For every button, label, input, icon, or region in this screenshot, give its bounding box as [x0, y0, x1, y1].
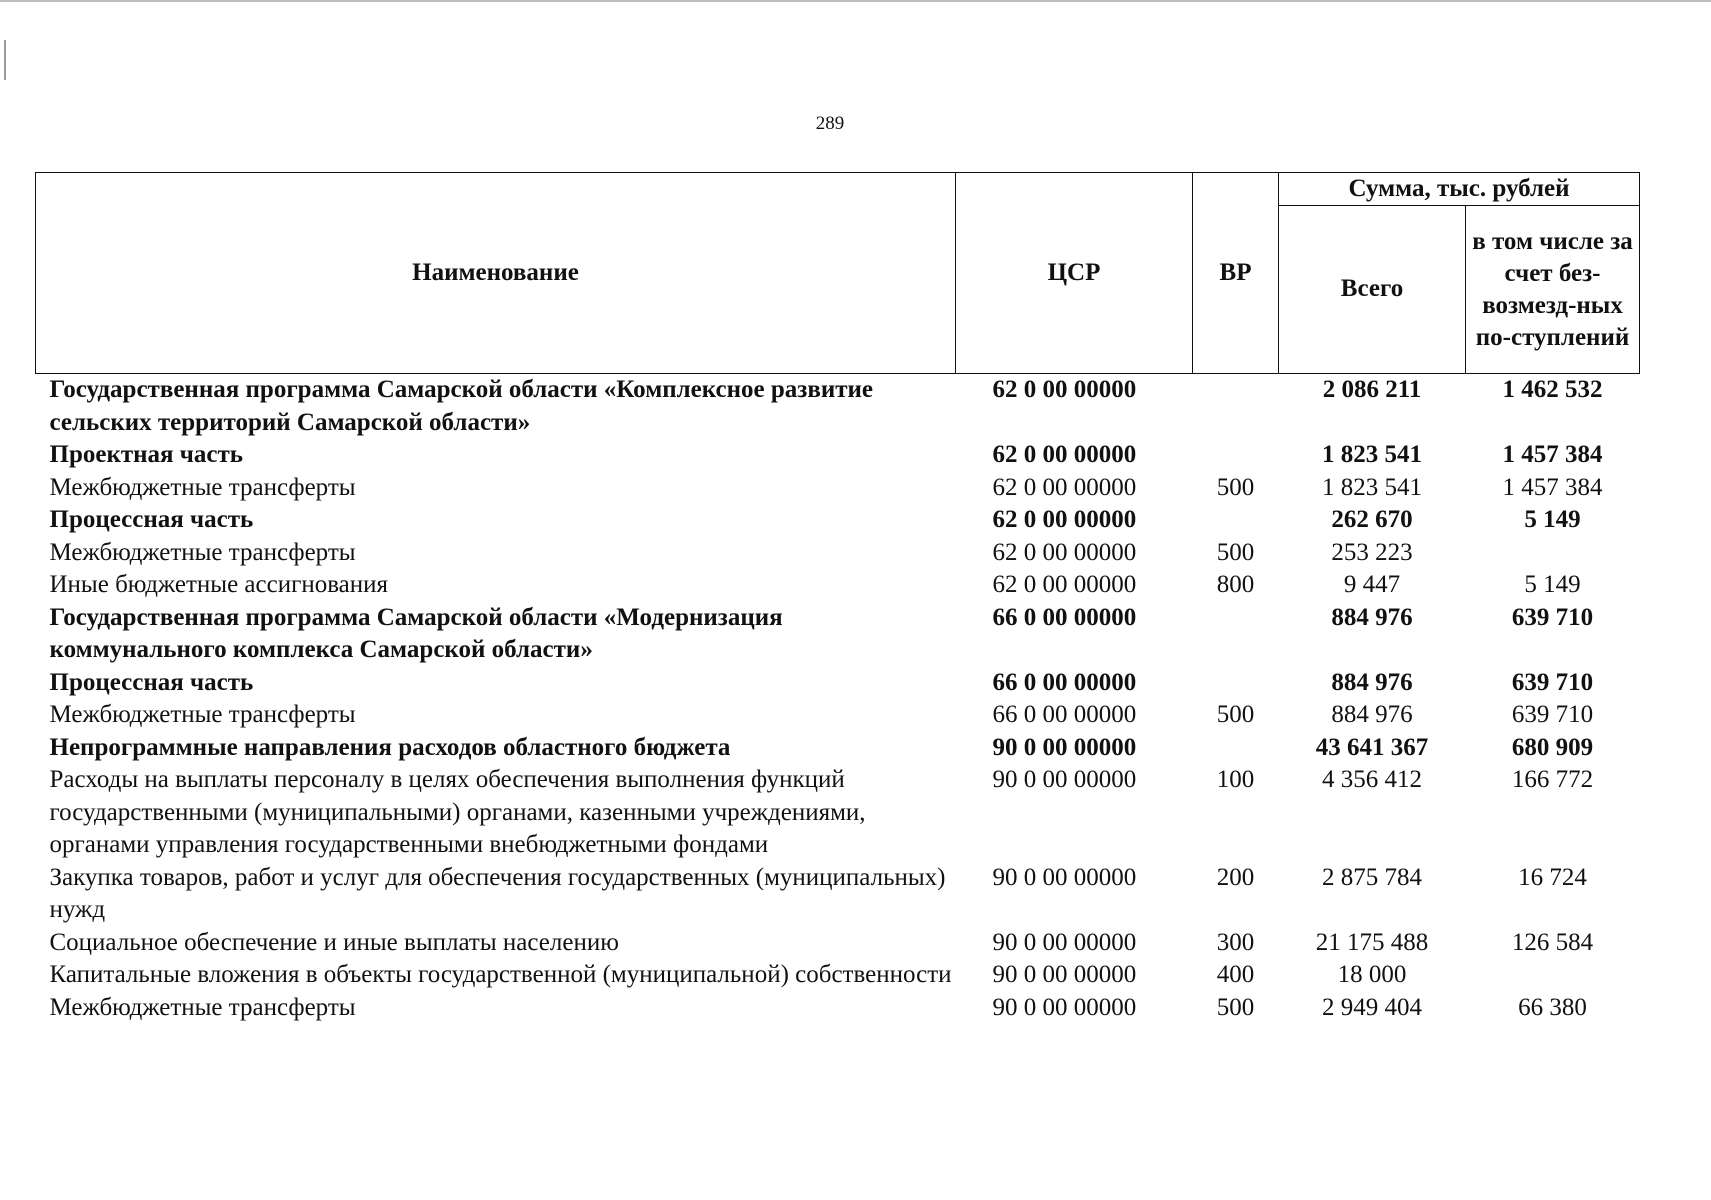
- cell-name: Непрограммные направления расходов областного бюджета: [49, 733, 731, 761]
- cell-grant: 66 380: [1518, 993, 1587, 1021]
- table-row: [36, 472, 1640, 505]
- cell-csr: 62 0 00 00000: [992, 506, 1137, 533]
- table-row: [36, 862, 1640, 927]
- cell-csr: 62 0 00 00000: [992, 571, 1137, 598]
- cell-grant: 16 724: [1518, 863, 1587, 891]
- cell-total: 18 000: [1337, 961, 1407, 988]
- cell-csr: 90 0 00 00000: [992, 993, 1137, 1021]
- cell-vr: 500: [1216, 993, 1255, 1021]
- cell-grant: [1466, 959, 1640, 992]
- cell-csr: 90 0 00 00000: [992, 733, 1137, 761]
- cell-total: 884 976: [1331, 603, 1413, 631]
- cell-csr: 66 0 00 00000: [992, 668, 1137, 696]
- cell-vr: 800: [1216, 571, 1255, 598]
- cell-vr: 200: [1216, 863, 1255, 891]
- cell-csr: 62 0 00 00000: [992, 441, 1137, 468]
- table-row: [36, 959, 1640, 992]
- table-row: [36, 732, 1640, 765]
- table-row: [36, 504, 1640, 537]
- cell-total: 2 086 211: [1322, 376, 1422, 403]
- page-number: 289: [815, 113, 845, 134]
- table-header: [36, 173, 1640, 374]
- cell-name: Расходы на выплаты персоналу в целях обеспечения выполнения функций государственными (муниципальными) органами, казенными учреждениями, органами управления государственными внебюджетными фондами: [49, 766, 866, 858]
- cell-total: 2 949 404: [1322, 993, 1422, 1021]
- cell-name: Иные бюджетные ассигнования: [49, 571, 389, 598]
- cell-csr: 62 0 00 00000: [992, 473, 1137, 501]
- cell-total: 1 823 541: [1322, 473, 1422, 501]
- cell-grant: 639 710: [1511, 603, 1594, 631]
- cell-grant: 1 457 384: [1502, 473, 1603, 501]
- cell-vr: 500: [1216, 473, 1255, 501]
- cell-total: 4 356 412: [1322, 766, 1422, 793]
- cell-name: Межбюджетные трансферты: [49, 473, 356, 501]
- budget-table: [35, 172, 1640, 1024]
- cell-vr: 100: [1216, 766, 1255, 793]
- cell-vr: [1193, 732, 1279, 765]
- cell-name: Закупка товаров, работ и услуг для обеспечения государственных (муниципальных) нужд: [49, 863, 946, 923]
- header-vr: ВР: [1193, 173, 1279, 374]
- cell-total: 9 447: [1343, 571, 1401, 598]
- header-name: Наименование: [36, 173, 956, 374]
- cell-name: Государственная программа Самарской области «Комплексное развитие сельских территорий Самарской области»: [49, 376, 874, 436]
- cell-vr: 500: [1216, 701, 1255, 728]
- cell-name: Проектная часть: [49, 441, 244, 468]
- cell-csr: 90 0 00 00000: [992, 863, 1137, 891]
- cell-total: 43 641 367: [1315, 733, 1429, 761]
- cell-grant: 639 710: [1511, 668, 1594, 696]
- cell-total: 262 670: [1331, 506, 1413, 533]
- cell-name: Межбюджетные трансферты: [49, 993, 356, 1021]
- cell-vr: 300: [1216, 928, 1255, 956]
- cell-grant: 5 149: [1524, 571, 1581, 598]
- cell-name: Процессная часть: [49, 506, 254, 533]
- cell-csr: 66 0 00 00000: [992, 701, 1137, 728]
- cell-name: Государственная программа Самарской области «Модернизация коммунального комплекса Самарской области»: [49, 603, 783, 663]
- cell-total: 21 175 488: [1315, 928, 1429, 956]
- table-row: [36, 602, 1640, 667]
- table-row: [36, 699, 1640, 732]
- cell-total: 884 976: [1331, 701, 1413, 728]
- cell-csr: 66 0 00 00000: [992, 603, 1137, 631]
- cell-grant: 1 462 532: [1502, 376, 1603, 403]
- cell-csr: 90 0 00 00000: [992, 766, 1137, 793]
- header-total: Всего: [1279, 206, 1466, 374]
- table-row: [36, 667, 1640, 700]
- cell-csr: 62 0 00 00000: [992, 538, 1137, 566]
- cell-vr: [1193, 374, 1279, 440]
- cell-grant: 1 457 384: [1502, 441, 1603, 468]
- header-csr: ЦСР: [956, 173, 1193, 374]
- cell-total: 253 223: [1331, 538, 1413, 566]
- cell-vr: [1193, 602, 1279, 667]
- cell-csr: 90 0 00 00000: [992, 928, 1137, 956]
- cell-vr: [1193, 439, 1279, 472]
- cell-csr: 62 0 00 00000: [992, 376, 1137, 403]
- cell-name: Капитальные вложения в объекты государственной (муниципальной) собственности: [49, 961, 952, 988]
- cell-csr: 90 0 00 00000: [992, 961, 1137, 988]
- header-grant: в том числе за счет без-возмезд-ных по-ступлений: [1466, 206, 1640, 374]
- cell-total: 1 823 541: [1322, 441, 1422, 468]
- table-row: [36, 927, 1640, 960]
- cell-vr: [1193, 504, 1279, 537]
- cell-grant: 126 584: [1511, 928, 1594, 956]
- cell-grant: 639 710: [1511, 701, 1594, 728]
- cell-grant: 680 909: [1511, 733, 1594, 761]
- cell-grant: 5 149: [1524, 506, 1581, 533]
- cell-grant: 166 772: [1511, 766, 1594, 793]
- cell-vr: 500: [1216, 538, 1255, 566]
- header-sum: Сумма, тыс. рублей: [1279, 173, 1640, 206]
- table-row: [36, 569, 1640, 602]
- cell-grant: [1466, 537, 1640, 570]
- table-row: [36, 374, 1640, 440]
- scan-edge-top: [0, 0, 1711, 2]
- cell-vr: 400: [1216, 961, 1255, 988]
- table-body: [36, 374, 1640, 1025]
- cell-total: 2 875 784: [1322, 863, 1422, 891]
- scan-edge-left: [4, 40, 6, 80]
- table-row: [36, 439, 1640, 472]
- cell-vr: [1193, 667, 1279, 700]
- cell-name: Социальное обеспечение и иные выплаты населению: [49, 928, 619, 956]
- table-row: [36, 537, 1640, 570]
- cell-name: Межбюджетные трансферты: [49, 701, 356, 728]
- cell-total: 884 976: [1331, 668, 1413, 696]
- cell-name: Межбюджетные трансферты: [49, 538, 356, 566]
- table-row: [36, 992, 1640, 1025]
- cell-name: Процессная часть: [49, 668, 254, 696]
- table-row: [36, 764, 1640, 862]
